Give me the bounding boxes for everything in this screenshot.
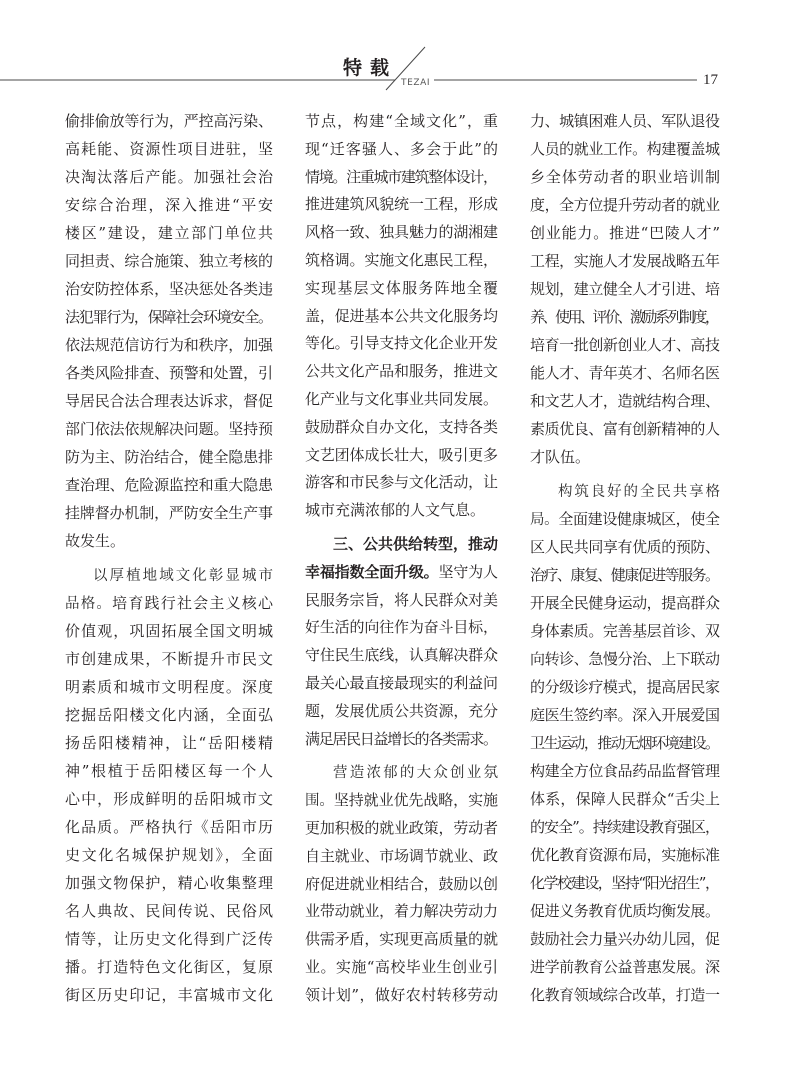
subheading-text: 品格。: [65, 596, 113, 612]
text-line: 安综合治理，深入推进“平安: [65, 196, 275, 214]
text-line: 进学前教育公益普惠发展。深: [530, 958, 720, 976]
body-text: 城市充满浓郁的人文气息。: [305, 501, 486, 520]
text-line: 公共文化产品和服务，推进文: [305, 362, 498, 381]
text-line: [305, 728, 498, 750]
text-line: 素质优良、富有创新精神的人: [530, 420, 720, 438]
body-text: 培育践行社会主义核心: [112, 594, 275, 612]
text-line: 播。打造特色文化街区，复原: [65, 958, 275, 976]
text-line: 加强文物保护，精心收集整理: [65, 874, 275, 892]
text-line: 开展全民健身运动，提高群众: [530, 594, 720, 612]
text-line: 价值观，巩固拓展全国文明城: [65, 622, 275, 640]
text-line: 部门依法依规解决问题。坚持预: [65, 420, 273, 438]
text-line: 区人民共同享有优质的预防、: [530, 538, 720, 556]
text-line: 创业能力。推进“巴陵人才”: [530, 224, 721, 242]
text-column-1: [65, 110, 276, 1006]
text-line: 构建全方位食品药品监督管理: [530, 762, 720, 780]
text-line: 同担责、综合施策、独立考核的: [65, 252, 273, 270]
subheading-text: 营造浓郁的大众创业氛: [333, 765, 501, 782]
text-line: 业带动就业，着力解决劳动力: [305, 902, 498, 921]
text-line: 体系，保障人民群众“舌尖上: [530, 790, 721, 808]
text-line: 高耗能、资源性项目进驻，坚: [65, 140, 275, 158]
text-line: 盖，促进基本公共文化服务均: [305, 306, 498, 325]
text-line: 度，全方位提升劳动者的就业: [530, 196, 720, 214]
text-line: 实现基层文体服务阵地全覆: [305, 278, 500, 297]
text-line: [530, 508, 720, 530]
text-line: 自主就业、市场调节就业、政: [305, 846, 498, 865]
text-line: 心中，形成鲜明的岳阳城市文: [65, 790, 275, 808]
text-line: 查治理、危险源监控和重大隐患: [65, 476, 273, 494]
text-line: 情等，让历史文化得到广泛传: [65, 930, 275, 948]
body-text: 才队伍。: [530, 448, 591, 466]
text-line: 导居民合法合理表达诉求，督促: [65, 392, 273, 410]
text-line: 优化教育资源布局，实施标准: [530, 846, 720, 864]
subheading-text: 幸福指数全面升级。: [305, 562, 439, 581]
text-line: [65, 530, 273, 552]
text-line: 人员的就业工作。构建覆盖城: [530, 140, 720, 158]
text-line: [305, 533, 498, 555]
text-line: 守住民生底线，认真解决群众: [305, 646, 498, 665]
text-line: 神”根植于岳阳楼区每一个人: [65, 762, 275, 780]
text-line: 的分级诊疗模式，提高居民家: [530, 678, 720, 696]
text-line: [305, 789, 498, 811]
text-line: 工程，实施人才发展战略五年: [530, 252, 720, 270]
page-header-graphic: [0, 0, 793, 100]
text-line: 和文艺人才，造就结构合理、: [530, 392, 720, 410]
text-line: 现“迁客骚人、多会于此”的: [305, 139, 500, 158]
text-line: 决淘汰落后产能。加强社会治: [65, 168, 275, 186]
text-line: 楼区”建设，建立部门单位共: [65, 224, 275, 242]
text-line: [305, 561, 498, 583]
text-line: 的安全”。持续建设教育强区，: [530, 818, 720, 836]
text-line: 化产业与文化事业共同发展。: [305, 389, 498, 408]
text-line: 向转诊、急慢分治、上下联动: [530, 650, 720, 668]
section-title: 特载: [343, 57, 398, 79]
text-line: 能人才、青年英才、名师名医: [530, 364, 720, 382]
subheading-text: 围。: [305, 793, 334, 810]
text-column-2: [305, 110, 501, 1006]
text-line: 养、使用、评价、激励系列制度，: [530, 308, 718, 326]
text-line: [530, 446, 720, 468]
text-column-3: [530, 110, 720, 1006]
text-line: 名人典故、民间传说、民俗风: [65, 902, 275, 920]
text-line: 挖掘岳阳楼文化内涵，全面弘: [65, 706, 275, 724]
text-line: 化品质。严格执行《岳阳市历: [65, 818, 275, 836]
text-line: 治安防控体系，坚决惩处各类违: [65, 280, 273, 298]
text-line: 偷排偷放等行为，严控高污染、: [65, 112, 273, 130]
text-line: 化教育领域综合改革，打造一: [530, 986, 720, 1004]
text-line: 化学校建设，坚持“阳光招生”，: [530, 874, 719, 892]
text-line: 风格一致、独具魅力的湖湘建: [305, 223, 498, 242]
text-line: 推进建筑风貌统一工程，形成: [305, 195, 498, 214]
text-line: 各类风险排查、预警和处置，引: [65, 364, 273, 382]
text-line: 挂牌督办机制，严防安全生产事: [65, 504, 273, 522]
text-line: [65, 564, 276, 586]
subheading-text: 局。: [530, 512, 559, 528]
text-line: 依法规范信访行为和秩序，加强: [65, 336, 273, 354]
text-line: [305, 761, 501, 783]
body-text: 故发生。: [65, 532, 126, 550]
text-line: 促进义务教育优质均衡发展。: [530, 902, 720, 920]
text-line: [65, 592, 273, 614]
section-english-label: TEZAI: [401, 78, 431, 88]
text-line: 业。实施“高校毕业生创业引: [305, 957, 499, 976]
text-line: 最关心最直接最现实的利益问: [305, 673, 498, 692]
body-text: 全面建设健康城区，使全: [558, 510, 720, 528]
text-line: 庭医生签约率。深入开展爱国: [530, 706, 720, 724]
text-line: [530, 480, 720, 502]
text-line: 史文化名城保护规划》，全面: [65, 846, 275, 864]
text-line: 卫生运动，推动无烟环境建设。: [530, 734, 719, 752]
text-line: 好生活的向往作为奋斗目标，: [305, 618, 498, 637]
text-line: [305, 499, 498, 521]
text-line: 扬岳阳楼精神，让“岳阳楼精: [65, 734, 275, 752]
page-number: 17: [703, 72, 718, 88]
text-line: 更加积极的就业政策，劳动者: [305, 818, 498, 837]
subheading-text: 构筑良好的全民共享格: [558, 484, 722, 500]
text-line: 乡全体劳动者的职业培训制: [530, 168, 721, 186]
text-line: 游客和市民参与文化活动，让: [305, 473, 498, 492]
text-line: 节点，构建“全域文化”，重: [305, 112, 500, 130]
text-line: 等化。引导支持文化企业开发: [305, 334, 498, 353]
body-text: 坚守为人: [438, 562, 498, 581]
text-line: 培育一批创新创业人才、高技: [530, 336, 720, 354]
text-line: 鼓励群众自办文化，支持各类: [305, 417, 498, 436]
text-line: 筑格调。实施文化惠民工程，: [305, 250, 498, 269]
text-line: 文艺团体成长壮大，吸引更多: [305, 445, 498, 464]
text-line: 情境。注重城市建筑整体设计，: [305, 167, 497, 186]
text-line: 法犯罪行为，保障社会环境安全。: [65, 308, 272, 326]
body-text: 满足居民日益增长的各类需求。: [305, 729, 497, 748]
text-line: 市创建成果，不断提升市民文: [65, 650, 275, 668]
text-line: 题，发展优质公共资源，充分: [305, 701, 498, 720]
text-line: 防为主、防治结合，健全隐患排: [65, 448, 273, 466]
text-line: 力、城镇困难人员、军队退役: [530, 112, 720, 130]
text-line: 领计划”，做好农村转移劳动: [305, 985, 499, 1004]
text-line: 鼓励社会力量兴办幼儿园，促: [530, 930, 720, 948]
text-line: 供需矛盾，实现更高质量的就: [305, 930, 498, 949]
subheading-text: 三、公共供给转型，推动: [333, 534, 498, 553]
text-line: 身体素质。完善基层首诊、双: [530, 622, 720, 640]
text-line: 治疗、康复、健康促进等服务。: [530, 566, 719, 584]
text-line: 规划，建立健全人才引进、培: [530, 280, 720, 298]
body-text: 坚持就业优先战略，实施: [333, 791, 498, 810]
text-line: 府促进就业相结合，鼓励以创: [305, 874, 498, 893]
subheading-text: 以厚植地域文化彰显城市: [93, 568, 276, 584]
text-line: 街区历史印记，丰富城市文化: [65, 986, 275, 1004]
text-line: 明素质和城市文明程度。深度: [65, 678, 275, 696]
text-line: 民服务宗旨，将人民群众对美: [305, 590, 498, 609]
